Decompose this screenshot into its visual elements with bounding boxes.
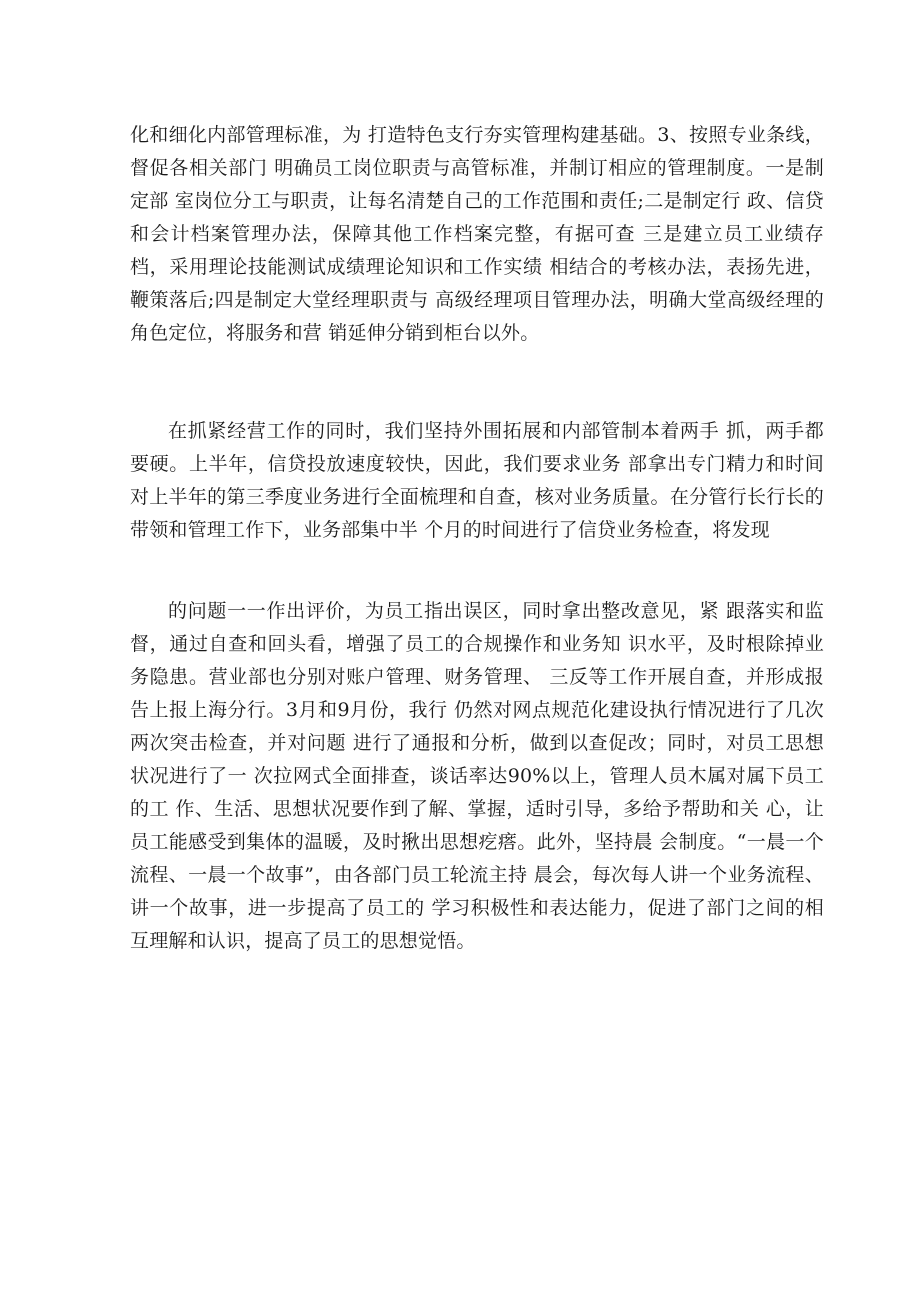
- paragraph-internal-control: 在抓紧经营工作的同时，我们坚持外围拓展和内部管制本着两手 抓，两手都要硬。上半年，信贷投放速度较快，因此，我们要求业务 部拿出专门精力和时间对上半年的第三季度业务进行全面梳理和自查，核对业务质量。在分管行长行长的带领和管理工作下，业务部集中半 个月的时间进行了信贷业务检查，将发现: [130, 420, 824, 541]
- paragraph-inspection-results: 的问题一一作出评价，为员工指出误区，同时拿出整改意见，紧 跟落实和监督，通过自查和回头看，增强了员工的合规操作和业务知 识水平，及时根除掉业务隐患。营业部也分别对账户管理、财务管理、 三反等工作开展自查，并形成报告上报上海分行。3月和9月份，我行 仍然对网点规范化建设执行情况进行了几次两次突击检查，并对问题 进行了通报和分析，做到以查促改；同时，对员工思想状况进行了一 次拉网式全面排查，谈话率达90%以上，管理人员木属对属下员工的工 作、生活、思想状况要作到了解、掌握，适时引导，多给予帮助和关 心，让员工能感受到集体的温暖，及时揪出思想疙瘩。此外，坚持晨 会制度。“一晨一个流程、一晨一个故事”，由各部门员工轮流主持 晨会，每次每人讲一个业务流程、讲一个故事，进一步提高了员工的 学习积极性和表达能力，促进了部门之间的相互理解和认识，提高了员工的思想觉悟。: [130, 600, 824, 952]
- paragraph-management-standards: 化和细化内部管理标准，为 打造特色支行夯实管理构建基础。3、按照专业条线，督促各相关部门 明确员工岗位职责与高管标准，并制订相应的管理制度。一是制定部 室岗位分工与职责，让每名清楚自己的工作范围和责任;二是制定行 政、信贷和会计档案管理办法，保障其他工作档案完整，有据可查 三是建立员工业绩存档，采用理论技能测试成绩理论知识和工作实绩 相结合的考核办法，表扬先进，鞭策落后;四是制定大堂经理职责与 高级经理项目管理办法，明确大堂高级经理的角色定位，将服务和营 销延伸分销到柜台以外。: [130, 124, 824, 344]
